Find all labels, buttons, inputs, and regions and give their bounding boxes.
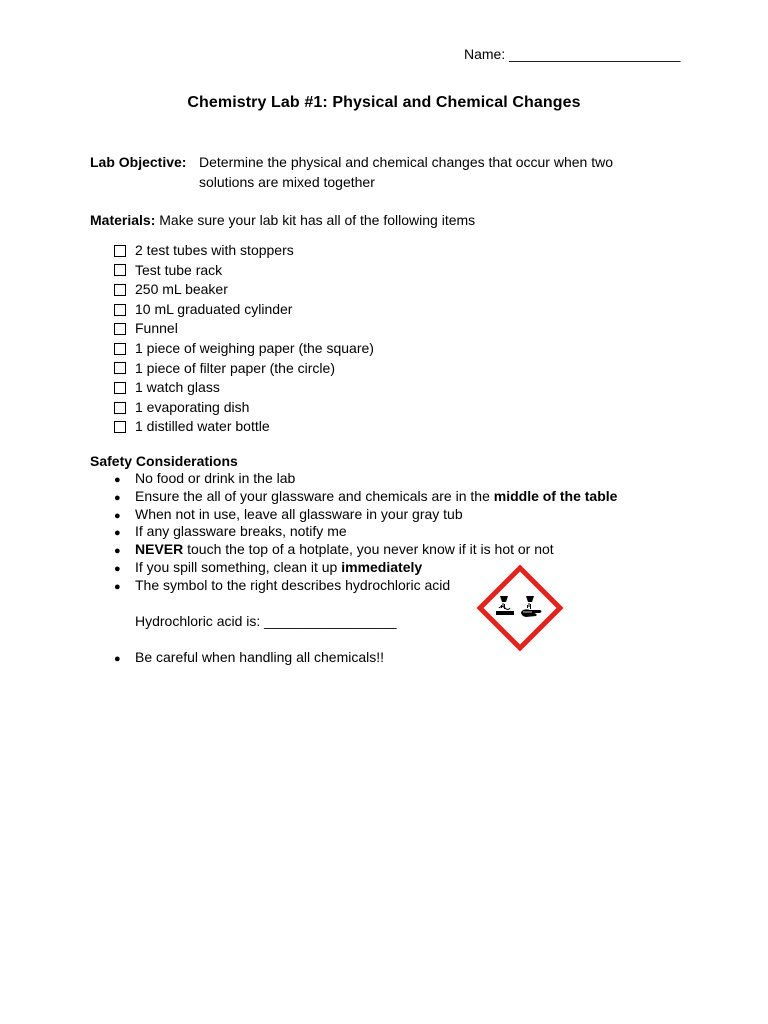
checkbox[interactable]	[114, 264, 126, 276]
list-item-text: touch the top of a hotplate, you never know if it is hot or not	[183, 541, 554, 558]
bullet-icon: ●	[114, 545, 121, 558]
checkbox[interactable]	[114, 402, 126, 414]
checkbox[interactable]	[114, 304, 126, 316]
corrosive-hazard-icon	[476, 564, 564, 652]
materials-label: Materials:	[90, 212, 156, 228]
checklist-item	[114, 241, 374, 261]
checklist-item	[114, 398, 374, 418]
hydrochloric-answer-blank[interactable]: Hydrochloric acid is: _________________	[135, 613, 397, 629]
materials-intro	[90, 212, 475, 228]
list-item-emphasis: immediately	[341, 558, 423, 575]
checklist-item	[114, 359, 374, 379]
list-item	[114, 523, 617, 541]
safety-heading: Safety Considerations	[90, 453, 238, 469]
checklist-item	[114, 280, 374, 300]
checklist-item-label: Funnel	[135, 320, 178, 337]
checkbox[interactable]	[114, 323, 126, 335]
checklist-item-label: 10 mL graduated cylinder	[135, 300, 293, 317]
checkbox[interactable]	[114, 382, 126, 394]
list-item	[114, 541, 617, 559]
checklist-item	[114, 261, 374, 281]
list-item-text: Ensure the all of your glassware and chemicals are in the	[135, 487, 494, 504]
name-field-label[interactable]: Name: ______________________	[464, 46, 681, 62]
checklist-item-label: 1 evaporating dish	[135, 398, 250, 415]
list-item	[114, 470, 617, 488]
bullet-icon: ●	[114, 474, 121, 486]
materials-text: Make sure your lab kit has all of the following items	[155, 212, 476, 228]
bullet-icon: ●	[114, 653, 121, 665]
bullet-icon: ●	[114, 562, 121, 575]
checklist-item-label: 1 piece of filter paper (the circle)	[135, 359, 335, 376]
list-item	[114, 488, 617, 506]
bullet-icon: ●	[114, 527, 121, 540]
objective-text: Determine the physical and chemical changes that occur when two solutions are mixed together	[199, 154, 613, 190]
checkbox[interactable]	[114, 284, 126, 296]
checklist-item	[114, 300, 374, 320]
checkbox[interactable]	[114, 343, 126, 355]
checklist-item-label: 1 watch glass	[135, 379, 220, 396]
checklist-item-label: 1 distilled water bottle	[135, 418, 270, 435]
checklist-item	[114, 339, 374, 359]
list-item-emphasis: middle of the table	[493, 487, 618, 504]
checklist-item-label: 250 mL beaker	[135, 281, 228, 298]
list-item-text: The symbol to the right describes hydrochloric acid	[135, 576, 451, 593]
lab-objective	[90, 152, 613, 190]
list-item-text: If you spill something, clean it up	[135, 558, 342, 575]
list-item-text: No food or drink in the lab	[135, 470, 296, 486]
list-item-text: When not in use, leave all glassware in your gray tub	[135, 505, 463, 522]
page-title: Chemistry Lab #1: Physical and Chemical Changes	[187, 94, 581, 111]
bullet-icon: ●	[114, 580, 121, 593]
objective-label: Lab Objective:	[90, 154, 187, 170]
checklist-item-label: 2 test tubes with stoppers	[135, 242, 294, 258]
list-item-text: Be careful when handling all chemicals!!	[135, 649, 385, 665]
checklist-item-label: 1 piece of weighing paper (the square)	[135, 339, 374, 356]
list-item-emphasis: NEVER	[135, 541, 184, 558]
bullet-icon: ●	[114, 509, 121, 522]
checkbox[interactable]	[114, 362, 126, 374]
bullet-icon: ●	[114, 491, 121, 504]
list-item-text: If any glassware breaks, notify me	[135, 523, 347, 540]
checkbox[interactable]	[114, 421, 126, 433]
checklist-item-label: Test tube rack	[135, 261, 223, 278]
checklist-item	[114, 378, 374, 398]
checkbox[interactable]	[114, 245, 126, 257]
list-item	[114, 649, 384, 665]
checklist-item	[114, 417, 374, 437]
list-item	[114, 506, 617, 524]
materials-checklist	[114, 241, 374, 437]
checklist-item	[114, 319, 374, 339]
